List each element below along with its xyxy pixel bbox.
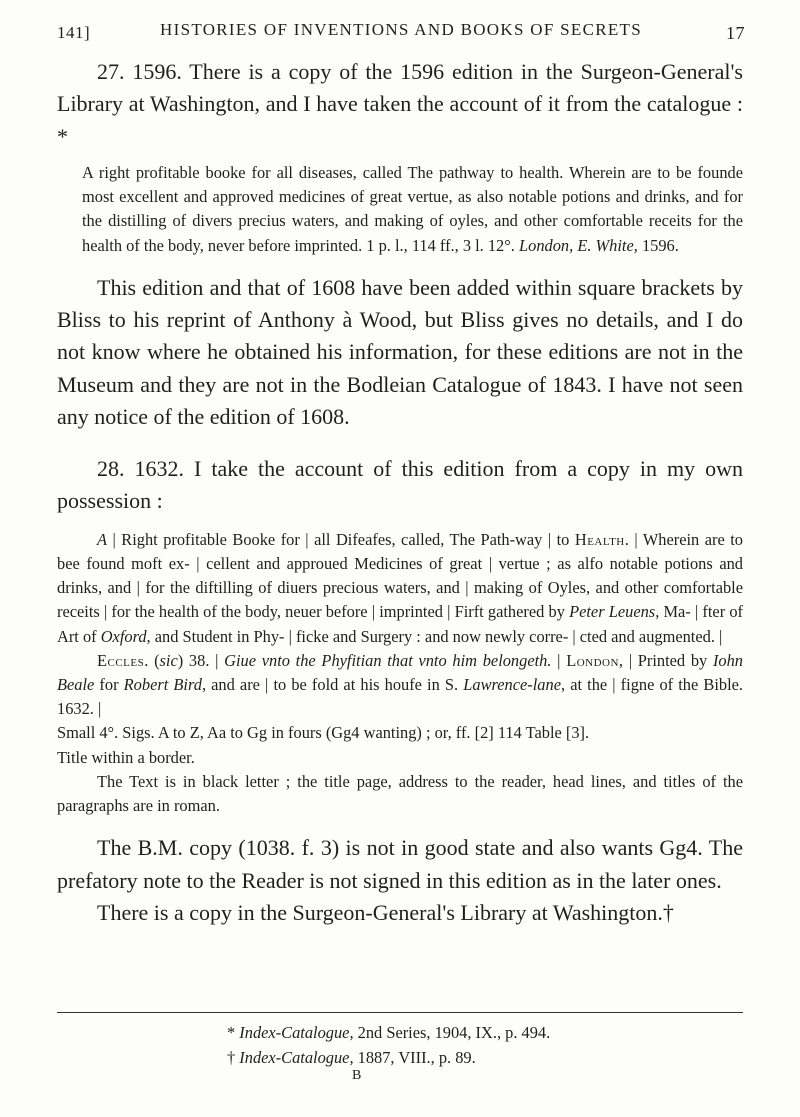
page-body: [57, 56, 743, 929]
entry-28-title-transcription: [57, 528, 743, 649]
t-lane: Lawrence-lane: [463, 675, 561, 694]
entry-28-lead: 28. 1632. I take the account of this edition from a copy in my own possession :: [57, 456, 743, 514]
quoted-year: 1596.: [641, 235, 679, 255]
entry-28-collation: Small 4°. Sigs. A to Z, Aa to Gg in fours (Gg4 wanting) ; or, ff. [2] 114 Table [3].: [57, 723, 590, 743]
t-health: Health: [574, 529, 625, 549]
footnote-mark: *: [227, 1023, 240, 1042]
quoted-imprint: London, E. White,: [519, 235, 638, 255]
t-seg: , and Student in Phy- | ficke and Surgery : and now newly corre- | cted and augmented. |: [146, 626, 723, 646]
quoted-title-text: A right profitable booke for all diseases, called The pathway to health. Wherein are to be founde most excellent and approved medicines of great vertue, as also notable potions and drinks, and for the distilling of divers precius waters, and making of oyles, and other comfortable receits for the health of the body, never before imprinted. 1 p. l., 114 ff., 3 l. 12°.: [82, 162, 743, 255]
t-seg: |: [551, 650, 567, 670]
page-reference: 141]: [57, 23, 91, 42]
entry-28-border-note: Title within a border.: [57, 747, 195, 767]
t-publisher: Robert Bird: [123, 675, 202, 694]
t-motto: Giue vnto the Phyfitian that vnto him belongeth.: [224, 650, 552, 670]
page-number: 17: [726, 23, 745, 43]
running-title: HISTORIES OF INVENTIONS AND BOOKS OF SECRETS: [160, 20, 642, 39]
t-seg: for: [94, 675, 124, 694]
t-oxford: Oxford: [100, 626, 147, 646]
entry-28-type-note: The Text is in black letter ; the title page, address to the reader, head lines, and titles of the paragraphs are in roman.: [57, 771, 743, 816]
footnotes: [227, 1020, 747, 1070]
signature-mark: B: [352, 1068, 362, 1083]
entry-28-washington-copy: There is a copy in the Surgeon-General's Library at Washington.†: [97, 899, 674, 925]
t-seg: . (: [144, 650, 160, 670]
footnote-ref: 1887, VIII., p. 89.: [353, 1048, 476, 1067]
t-seg: , at the | figne of the Bible. 1632. |: [57, 675, 743, 719]
entry-27-quoted-title: [57, 161, 743, 258]
t-seg: , | Printed by: [618, 650, 713, 670]
entry-28-bm-copy: The B.M. copy (1038. f. 3) is not in good state and also wants Gg4. The prefatory note to the Reader is not signed in this edition as in the later ones.: [57, 835, 743, 893]
t-seg: | Right profitable Booke for | all Difeafes, called, The Path-way | to: [107, 529, 575, 549]
entry-27-lead: 27. 1596. There is a copy of the 1596 edition in the Surgeon-General's Library at Washington, and I have taken the account of it from the catalogue : *: [57, 59, 743, 149]
footnote-title: Index-Catalogue,: [239, 1023, 354, 1042]
entry-27-discussion: This edition and that of 1608 have been added within square brackets by Bliss to his reprint of Anthony à Wood, but Bliss gives no details, and I do not know where he obtained his information, for these editions are not in the Museum and they are not in the Bodleian Catalogue of 1843. I have not seen any notice of the edition of 1608.: [57, 274, 743, 429]
t-seg: , and are | to be fold at his houfe in S.: [201, 675, 464, 694]
footnote-1: [227, 1020, 747, 1045]
footnote-mark: †: [227, 1048, 240, 1067]
t-eccles: Eccles: [97, 650, 145, 670]
footnote-2: [227, 1045, 747, 1070]
t-a: A: [97, 529, 108, 549]
running-head: [57, 20, 745, 50]
footnote-ref: 2nd Series, 1904, IX., p. 494.: [353, 1023, 551, 1042]
t-printer: Iohn Beale: [57, 650, 743, 694]
t-london: London: [566, 650, 619, 670]
t-sic: sic: [159, 650, 178, 670]
footnote-rule: [57, 1012, 743, 1013]
t-seg: , Ma- | fter of Art of: [57, 602, 743, 646]
t-author: Peter Leuens: [569, 602, 656, 622]
footnote-title: Index-Catalogue,: [239, 1048, 354, 1067]
entry-28-title-continued: [57, 649, 743, 722]
t-seg: ) 38. |: [177, 650, 225, 670]
t-seg: . | Wherein are to bee found moft ex- | cellent and approued Medicines of great | vertue ; as alfo notable potions and drinks, and | for the diftilling of diuers precious waters, and | making of Oyles, and other comfortable receits | for the health of the body, neuer before | imprinted | Firft gathered by: [57, 529, 743, 622]
